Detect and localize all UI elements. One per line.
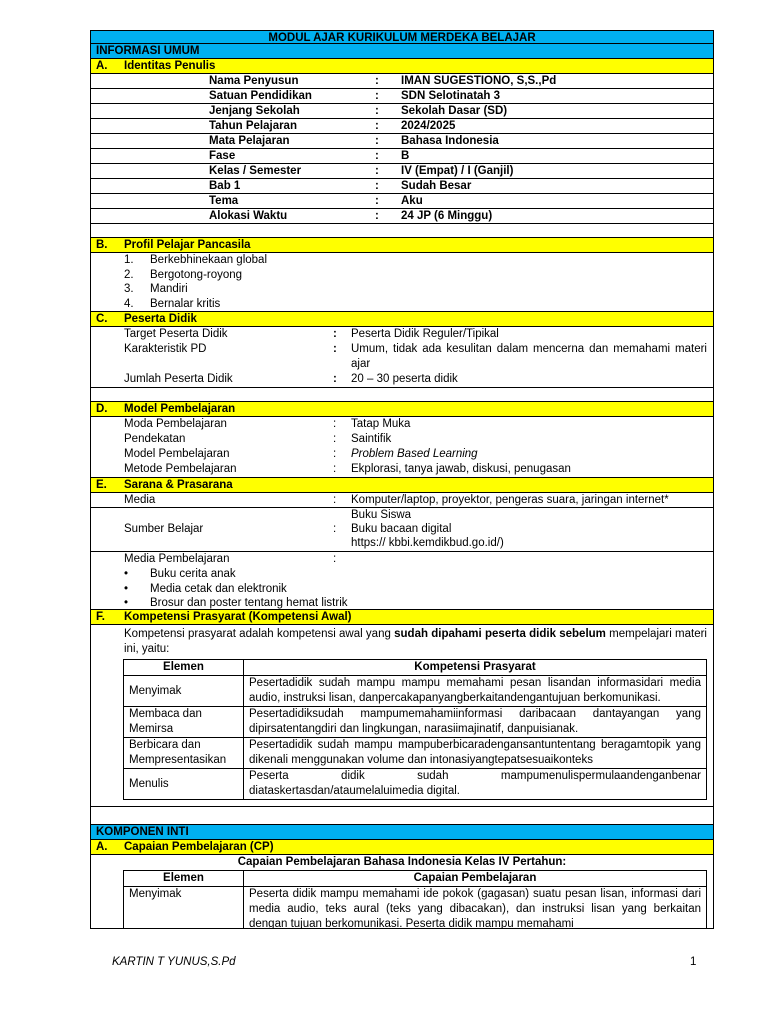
model-key: Moda Pembelajaran bbox=[124, 418, 227, 430]
identitas-key: Tahun Pelajaran bbox=[209, 120, 297, 132]
identitas-row bbox=[90, 149, 714, 164]
list-text: Brosur dan poster tentang hemat listrik bbox=[150, 597, 348, 609]
colon: : bbox=[375, 105, 379, 117]
section-komponen-inti: KOMPONEN INTI bbox=[90, 825, 714, 840]
list-text: Bergotong-royong bbox=[150, 268, 243, 281]
identitas-key: Jenjang Sekolah bbox=[209, 105, 300, 117]
model-row bbox=[91, 462, 713, 477]
media-pembelajaran-row: Media Pembelajaran : • Buku cerita anak • Media cetak dan elektronik • Brosur dan poster tentang hemat listrik bbox=[90, 552, 714, 610]
identitas-key: Tema bbox=[209, 195, 239, 207]
colon: : bbox=[333, 463, 337, 475]
section-c-peserta: C. Peserta Didik bbox=[90, 312, 714, 327]
bullet-icon: • bbox=[124, 582, 129, 595]
list-number: 4. bbox=[124, 297, 134, 310]
target-row: Target Peserta Didik : Peserta Didik Reguler/Tipikal bbox=[124, 328, 499, 340]
identitas-row bbox=[90, 119, 714, 134]
spacer bbox=[90, 807, 714, 825]
identitas-row bbox=[90, 179, 714, 194]
table-cell-elemen: Menyimak bbox=[124, 676, 244, 707]
sumber-row: Sumber Belajar : Buku Siswa Buku bacaan digital https:// kbbi.kemdikbud.go.id/) bbox=[90, 508, 714, 552]
list-item bbox=[91, 596, 713, 611]
list-number: 3. bbox=[124, 283, 134, 295]
spacer bbox=[90, 224, 714, 238]
identitas-value: IMAN SUGESTIONO, S,S.,Pd bbox=[401, 75, 557, 87]
colon: : bbox=[375, 180, 379, 192]
cp-block bbox=[90, 855, 714, 929]
section-d-model: D. Model Pembelajaran bbox=[90, 402, 714, 417]
identitas-key: Nama Penyusun bbox=[209, 75, 299, 87]
section-a-identitas: A. Identitas Penulis bbox=[90, 59, 714, 74]
model-value: Problem Based Learning bbox=[351, 448, 478, 460]
identitas-value: Aku bbox=[401, 195, 423, 207]
table-cell-kompetensi: Pesertadidiksudah mampumemahamiinformasi daribacaan dantayangan yang dipirsatentangdiri dan lingkungan, narasiimajinatif, danpuisianak. bbox=[244, 707, 707, 738]
identitas-row bbox=[90, 164, 714, 179]
table-cell-elemen: Membaca dan Memirsa bbox=[124, 707, 244, 738]
table-row bbox=[124, 887, 707, 930]
model-list bbox=[90, 417, 714, 478]
footer-author: KARTIN T YUNUS,S.Pd bbox=[112, 956, 236, 968]
list-item bbox=[91, 268, 713, 283]
document-title: MODUL AJAR KURIKULUM MERDEKA BELAJAR bbox=[90, 30, 714, 44]
identitas-row bbox=[90, 194, 714, 209]
karakter-row: Karakteristik PD : Umum, tidak ada kesulitan dalam mencerna dan memahami materi ajar bbox=[124, 343, 707, 370]
table-cell-kompetensi: Pesertadidik sudah mampu mampu memahami pesan lisandan informasidari media audio, instruksi lisan, danpercakapanyangberkaitandengantujuan berkomunikasi. bbox=[244, 676, 707, 707]
model-row bbox=[91, 432, 713, 447]
list-text: Mandiri bbox=[150, 283, 188, 295]
colon: : bbox=[375, 210, 379, 222]
list-text: Bernalar kritis bbox=[150, 297, 221, 310]
colon: : bbox=[375, 75, 379, 87]
model-key: Model Pembelajaran bbox=[124, 448, 230, 460]
identitas-row bbox=[90, 74, 714, 89]
identitas-key: Alokasi Waktu bbox=[209, 210, 288, 222]
model-key: Metode Pembelajaran bbox=[124, 463, 237, 475]
list-text: Berkebhinekaan global bbox=[150, 254, 268, 266]
identitas-key: Fase bbox=[209, 150, 236, 162]
identitas-value: Sudah Besar bbox=[401, 180, 472, 192]
bullet-icon: • bbox=[124, 597, 129, 609]
list-number: 1. bbox=[124, 254, 134, 266]
model-value: Saintifik bbox=[351, 433, 392, 445]
table-cell-elemen: Menulis bbox=[124, 769, 244, 800]
identitas-key: Kelas / Semester bbox=[209, 165, 302, 177]
identitas-row bbox=[90, 89, 714, 104]
identitas-value: 24 JP (6 Minggu) bbox=[401, 210, 493, 222]
section-informasi-umum: INFORMASI UMUM bbox=[90, 44, 714, 59]
table-row bbox=[124, 738, 707, 769]
media-row: Media : Komputer/laptop, proyektor, pengeras suara, jaringan internet* bbox=[90, 493, 714, 508]
prasyarat-block bbox=[90, 625, 714, 807]
bullet-icon: • bbox=[124, 568, 129, 580]
identitas-key: Bab 1 bbox=[209, 180, 241, 192]
colon: : bbox=[333, 448, 337, 460]
identitas-key: Mata Pelajaran bbox=[209, 135, 290, 147]
table-cell-elemen: Menyimak bbox=[124, 887, 244, 930]
model-key: Pendekatan bbox=[124, 433, 186, 445]
col-header-kompetensi: Kompetensi Prasyarat bbox=[244, 660, 707, 676]
colon: : bbox=[375, 165, 379, 177]
jumlah-row: Jumlah Peserta Didik : 20 – 30 peserta didik bbox=[124, 373, 458, 385]
prasyarat-intro: Kompetensi prasyarat adalah kompetensi awal yang sudah dipahami peserta didik sebelum mempelajari materi ini, yaitu: bbox=[124, 628, 707, 655]
colon: : bbox=[375, 195, 379, 207]
section-b-profil: B. Profil Pelajar Pancasila bbox=[90, 238, 714, 253]
model-value: Tatap Muka bbox=[351, 418, 411, 430]
identitas-row bbox=[90, 209, 714, 224]
colon: : bbox=[333, 433, 337, 445]
list-item bbox=[91, 297, 713, 312]
identitas-row bbox=[90, 104, 714, 119]
colon: : bbox=[375, 90, 379, 102]
colon: : bbox=[375, 150, 379, 162]
list-item bbox=[91, 282, 713, 297]
colon: : bbox=[333, 418, 337, 430]
col-header-capaian: Capaian Pembelajaran bbox=[244, 871, 707, 887]
table-cell-kompetensi: Peserta didik sudah mampumenulispermulaandenganbenar diataskertasdan/ataumelaluimedia digital. bbox=[244, 769, 707, 800]
identitas-row bbox=[90, 134, 714, 149]
section-e-sarana: E. Sarana & Prasarana bbox=[90, 478, 714, 493]
list-item bbox=[91, 567, 713, 582]
spacer bbox=[90, 388, 714, 402]
list-text: Buku cerita anak bbox=[150, 568, 236, 580]
identitas-value: IV (Empat) / I (Ganjil) bbox=[401, 165, 514, 177]
colon: : bbox=[375, 120, 379, 132]
identitas-value: Sekolah Dasar (SD) bbox=[401, 105, 508, 117]
col-header-elemen: Elemen bbox=[124, 871, 244, 887]
model-row bbox=[91, 417, 713, 432]
model-value: Ekplorasi, tanya jawab, diskusi, penugasan bbox=[351, 463, 571, 475]
media-bullet-list bbox=[91, 567, 713, 611]
table-row bbox=[124, 676, 707, 707]
list-number: 2. bbox=[124, 268, 134, 281]
identitas-value: 2024/2025 bbox=[401, 120, 456, 132]
col-header-elemen: Elemen bbox=[124, 660, 244, 676]
page-number: 1 bbox=[690, 956, 697, 968]
identitas-value: SDN Selotinatah 3 bbox=[401, 90, 501, 102]
identitas-value: B bbox=[401, 150, 410, 162]
section-f-prasyarat: F. Kompetensi Prasyarat (Kompetensi Awal) bbox=[90, 610, 714, 625]
peserta-block bbox=[90, 327, 714, 388]
table-row bbox=[124, 707, 707, 738]
section-a-capaian: A. Capaian Pembelajaran (CP) bbox=[90, 840, 714, 855]
model-row bbox=[91, 447, 713, 462]
identitas-value: Bahasa Indonesia bbox=[401, 135, 499, 147]
identitas-table bbox=[90, 74, 714, 224]
list-item bbox=[91, 253, 713, 268]
colon: : bbox=[375, 135, 379, 147]
table-cell-elemen: Berbicara dan Mempresentasikan bbox=[124, 738, 244, 769]
cp-title: Capaian Pembelajaran Bahasa Indonesia Kelas IV Pertahun: bbox=[237, 856, 567, 868]
table-cell-kompetensi: Pesertadidik sudah mampu mampuberbicaradengansantuntentang beragamtopik yang dikenali menggunakan volume dan intonasiyangtepatsesuaikonteks bbox=[244, 738, 707, 769]
table-cell-capaian: Peserta didik mampu memahami ide pokok (gagasan) suatu pesan lisan, informasi dari media audio, teks aural (teks yang dibacakan), dan instruksi lisan yang berkaitan dengan tujuan berkomunikasi. Peserta didik mampu memahami bbox=[244, 887, 707, 930]
document-page bbox=[90, 30, 714, 929]
table-row bbox=[124, 769, 707, 800]
identitas-key: Satuan Pendidikan bbox=[209, 90, 312, 102]
list-item bbox=[91, 582, 713, 597]
prasyarat-table bbox=[123, 659, 707, 800]
list-text: Media cetak dan elektronik bbox=[150, 582, 287, 595]
cp-table bbox=[123, 870, 707, 929]
profil-list bbox=[90, 253, 714, 312]
